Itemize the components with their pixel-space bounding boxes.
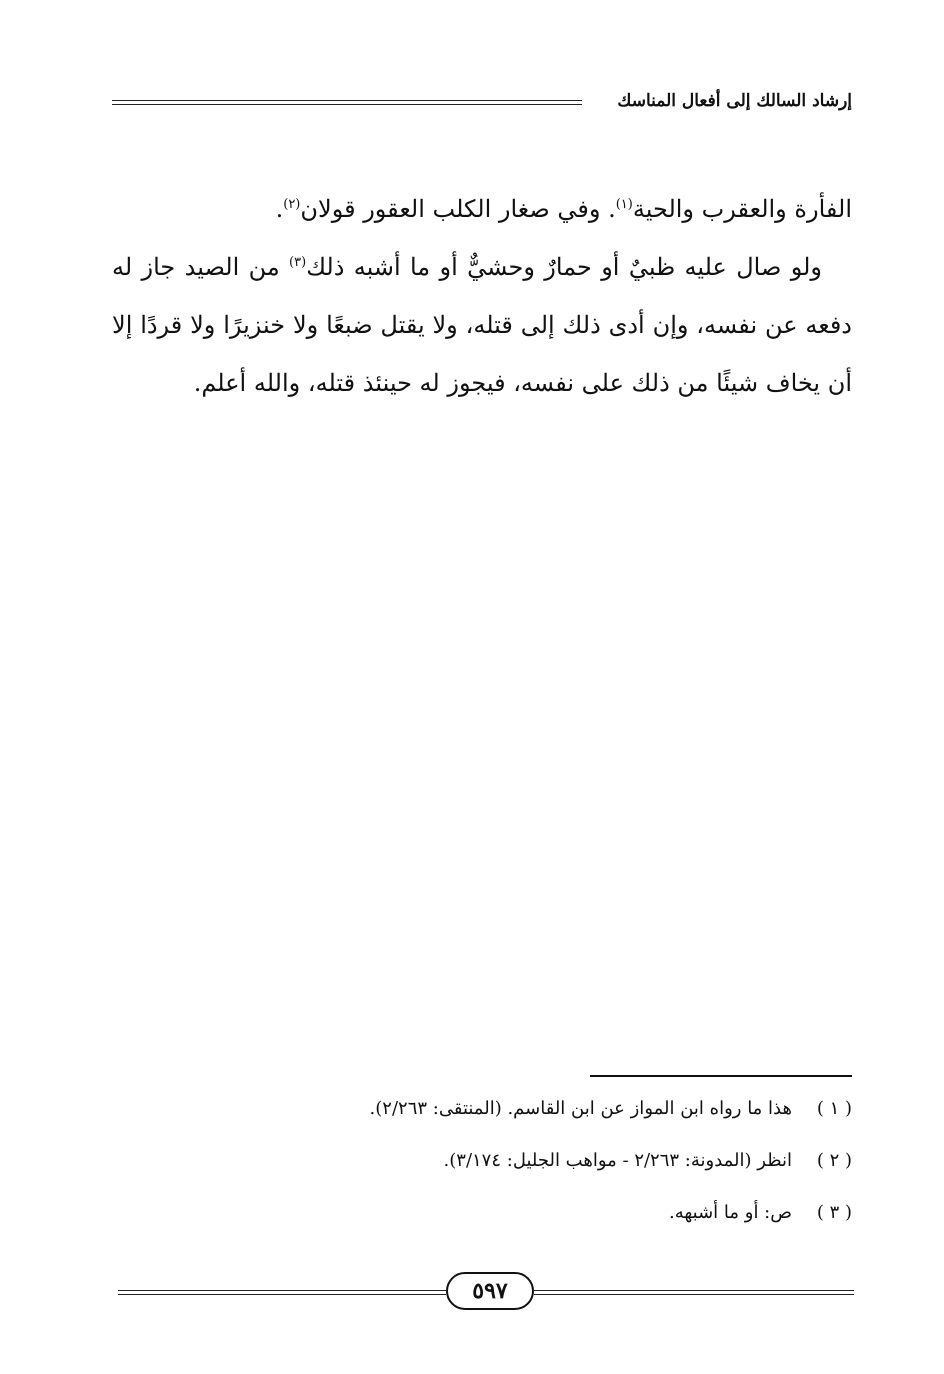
footnote-number: ( ١ )	[816, 1098, 852, 1119]
footnote-ref-1[interactable]: (١)	[615, 197, 633, 212]
paragraph-1	[112, 180, 852, 238]
footnote-number: ( ٣ )	[816, 1202, 852, 1223]
footnote-text: انظر (المدونة: ٢/٢٦٣ - مواهب الجليل: ٣/١٧٤).	[443, 1150, 792, 1171]
footnote-text: ص: أو ما أشبهه.	[669, 1202, 792, 1223]
footnote-text: هذا ما رواه ابن المواز عن ابن القاسم. (المنتقى: ٢/٢٦٣).	[369, 1098, 792, 1119]
paragraph-2	[112, 238, 852, 412]
footnote-3	[112, 1202, 852, 1254]
paragraph-2-text-b: من الصيد جاز له دفعه عن نفسه، وإن أدى ذلك إلى قتله، ولا يقتل ضبعًا ولا خنزيرًا ولا قردًا إلا أن يخاف شيئًا من ذلك على نفسه، فيجوز له حينئذ قتله، والله أعلم.	[112, 253, 852, 397]
header-rule	[112, 100, 582, 105]
footnote-1	[112, 1098, 852, 1150]
paragraph-2-text-a: ولو صال عليه ظبيٌ أو حمارٌ وحشيٌّ أو ما أشبه ذلك	[306, 253, 822, 281]
header-title: إرشاد السالك إلى أفعال المناسك	[617, 91, 852, 111]
footnote-separator	[590, 1075, 852, 1077]
paragraph-1-text-b: . وفي صغار الكلب العقور قولان	[300, 195, 616, 223]
footnote-ref-2[interactable]: (٢)	[283, 197, 301, 212]
main-text	[112, 180, 852, 412]
footnotes	[112, 1098, 852, 1254]
footnote-number: ( ٢ )	[816, 1150, 852, 1171]
running-header	[112, 88, 852, 114]
page-number: ٥٩٧	[446, 1272, 534, 1310]
footnote-2	[112, 1150, 852, 1202]
paragraph-1-text-c: .	[275, 195, 284, 223]
footer-rule-right	[534, 1290, 854, 1295]
paragraph-1-text-a: الفأرة والعقرب والحية	[632, 195, 852, 223]
footnote-ref-3[interactable]: (٣)	[289, 255, 307, 270]
footer-rule-left	[118, 1290, 446, 1295]
